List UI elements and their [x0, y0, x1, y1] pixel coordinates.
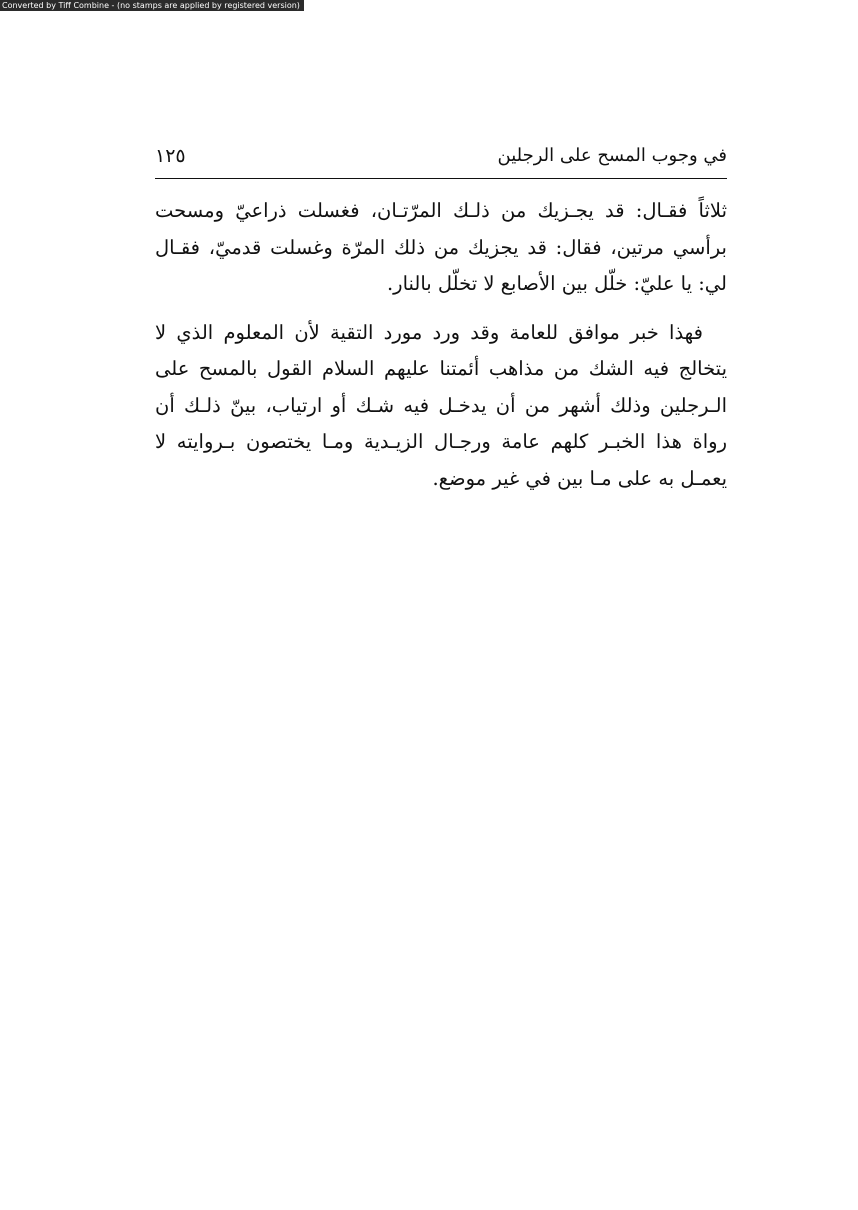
body-text [155, 193, 727, 497]
header-rule [155, 178, 727, 179]
paragraph-commentary: فهذا خبر موافق للعامة وقد ورد مورد التقية لأن المعلوم الذي لا يتخالج فيه الشك من مذاهب أئمتنا عليهم السلام القول بالمسح على الـرجلين وذلك أشهر من أن يدخـل فيه شـك أو ارتياب، بينّ ذلـك أن رواة هذا الخبـر كلهم عامة ورجـال الزيـدية ومـا يختصون بـروايته لا يعمـل به على مـا بين في غير موضع. [155, 320, 727, 490]
running-header [155, 130, 727, 170]
running-title: في وجوب المسح على الرجلين [497, 145, 727, 166]
book-page [155, 130, 727, 497]
paragraph-hadith-text: ثلاثاً فقـال: قد يجـزيك من ذلـك المرّتـان، فغسلت ذراعيّ ومسحت برأسي مرتين، فقال: قد يجزيك من ذلك المرّة وغسلت قدميّ، فقـال لي: يا عليّ: خلّل بين الأصابع لا تخلّل بالنار. [155, 199, 727, 295]
page-number: ١٢٥ [155, 145, 186, 167]
converter-watermark-banner: Converted by Tiff Combine - (no stamps are applied by registered version) [0, 0, 304, 11]
